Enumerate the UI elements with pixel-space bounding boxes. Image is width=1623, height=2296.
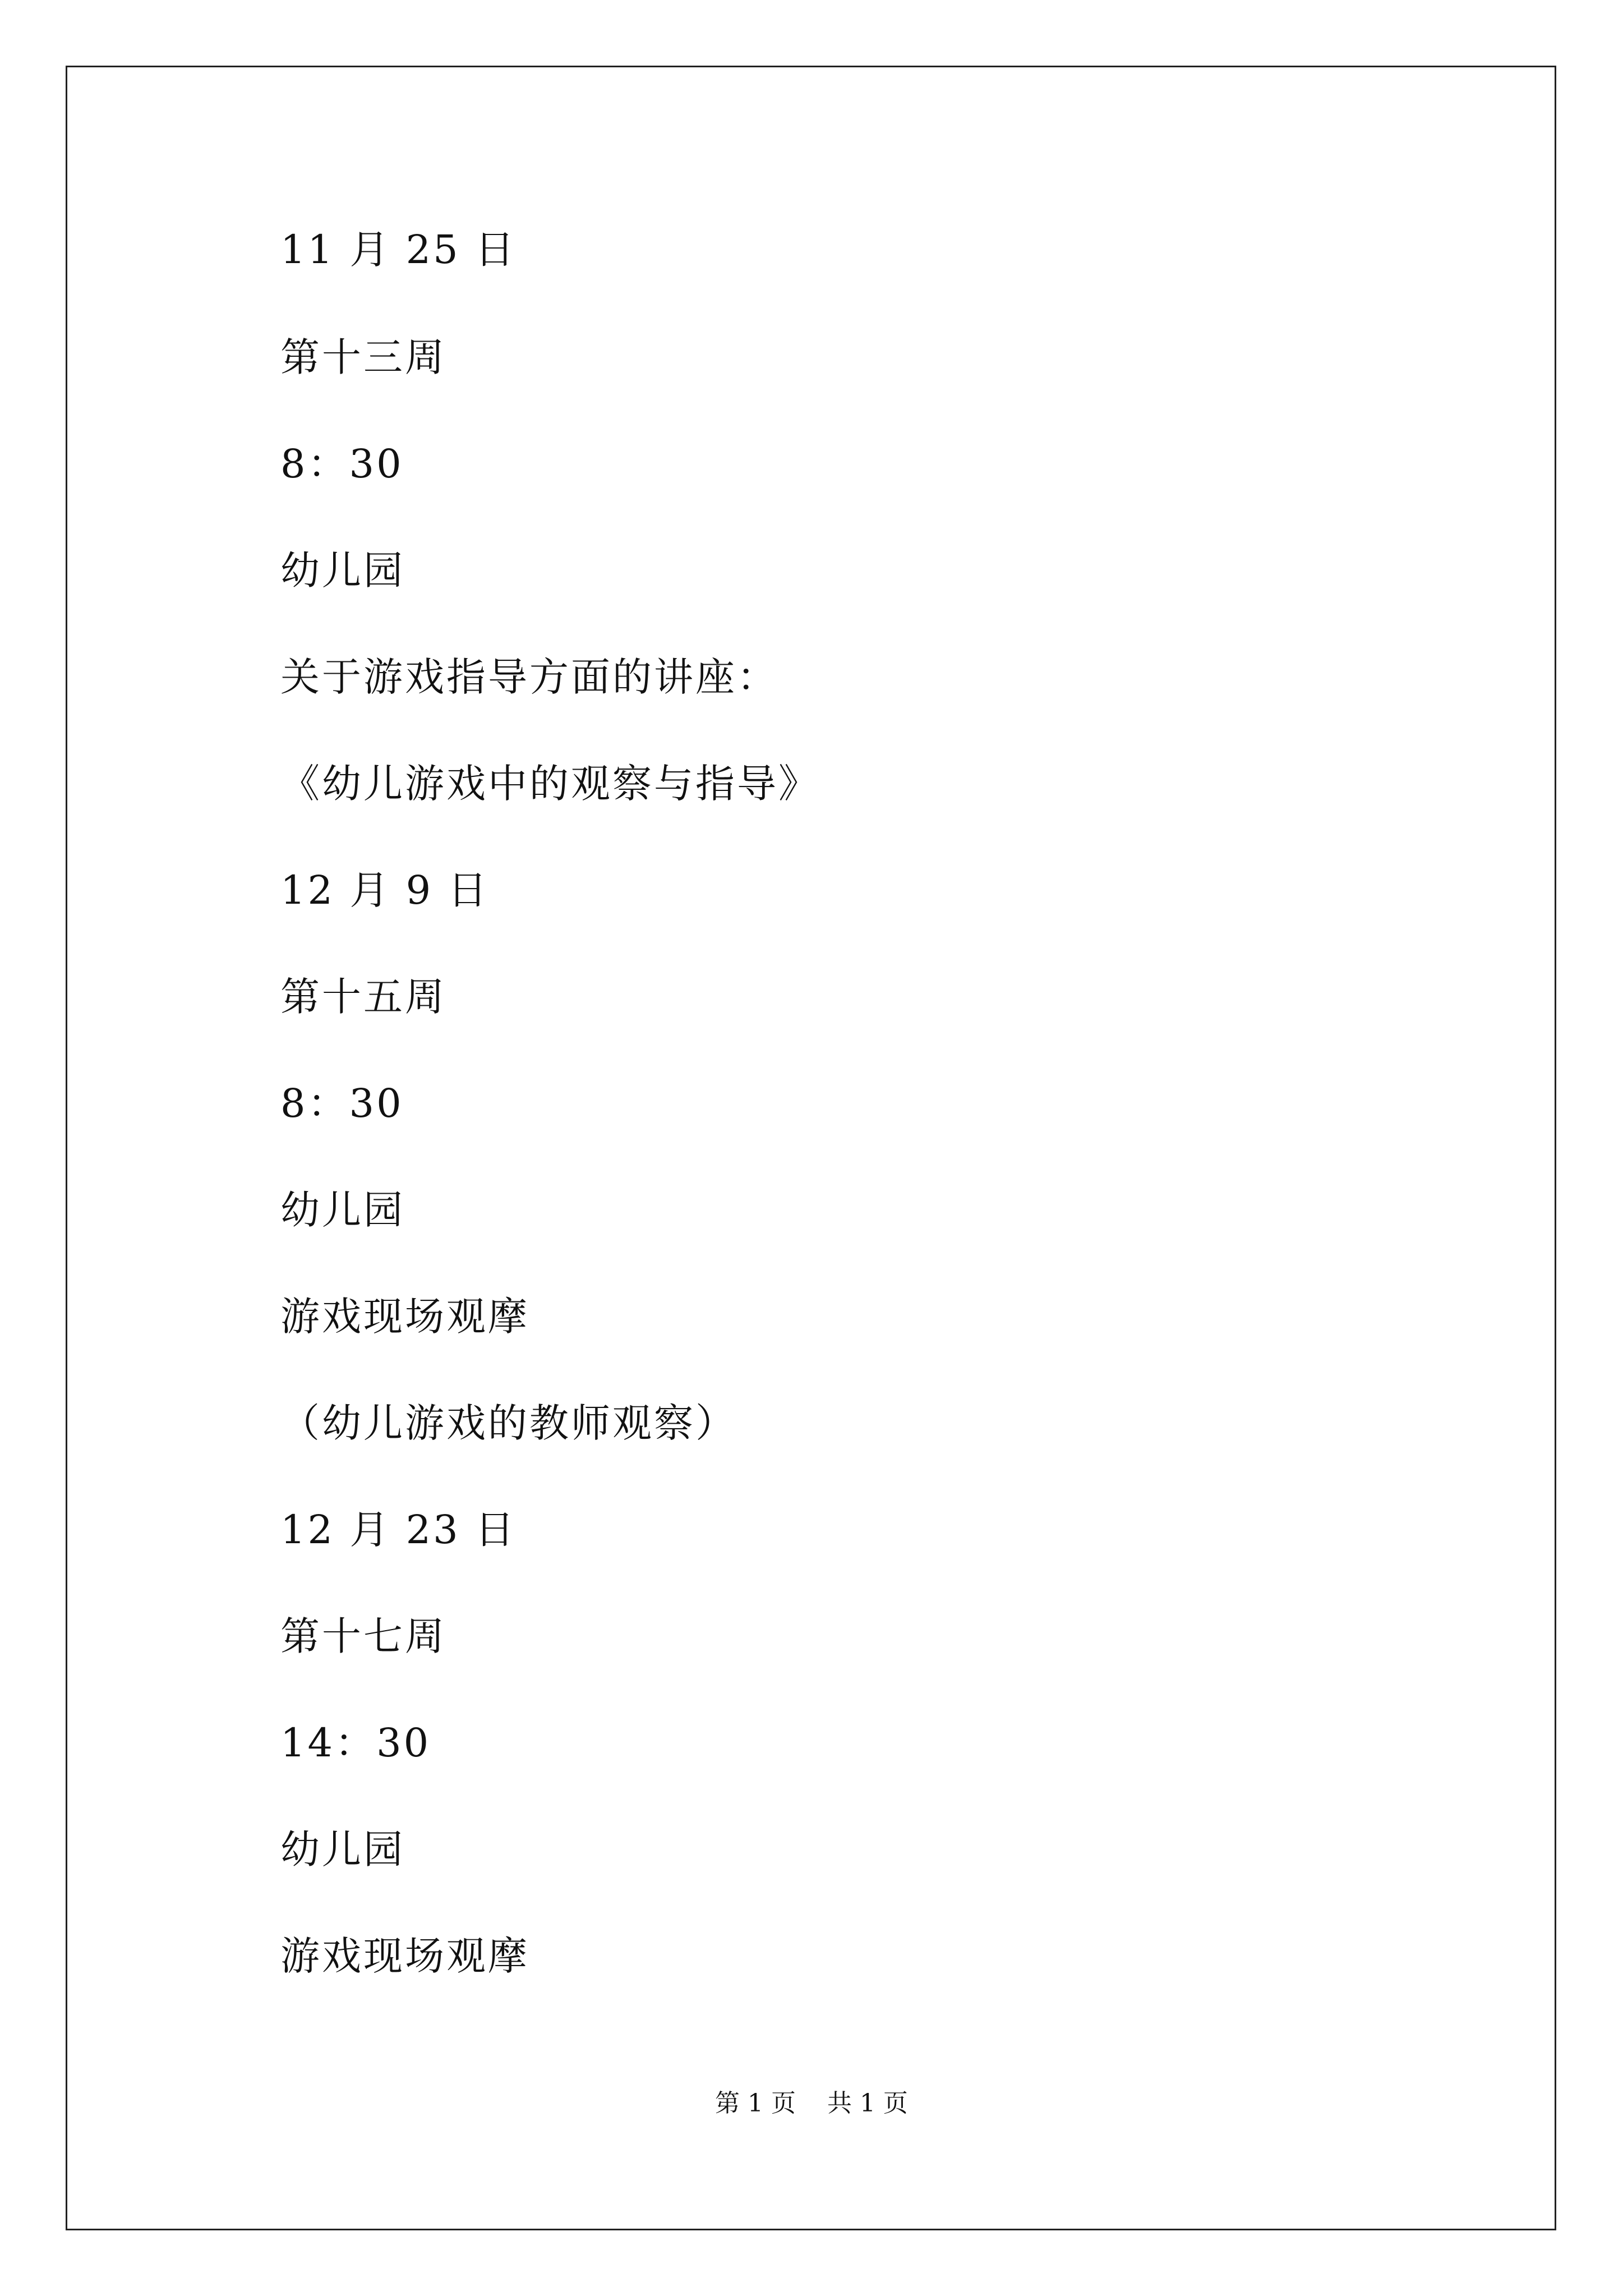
text-line-place-1: 幼儿园: [280, 547, 405, 593]
text-line-time-1: 8：30: [280, 441, 404, 487]
text-line-time-2: 8：30: [280, 1080, 404, 1126]
text-line-activity-2: 游戏现场观摩: [280, 1294, 529, 1340]
text-line-time-3: 14：30: [280, 1720, 431, 1766]
text-line-date-3: 12 月 23 日: [280, 1507, 517, 1553]
text-line-week-3: 第十七周: [280, 1613, 446, 1659]
page-number-footer: 第 1 页 共 1 页: [715, 2089, 908, 2118]
text-line-place-2: 幼儿园: [280, 1187, 405, 1233]
page-border: [66, 66, 1556, 2230]
text-line-week-1: 第十三周: [280, 334, 446, 380]
text-line-activity-3: 游戏现场观摩: [280, 1933, 529, 1979]
text-line-week-2: 第十五周: [280, 974, 446, 1020]
text-line-date-2: 12 月 9 日: [280, 867, 490, 913]
text-line-note-2: （幼儿游戏的教师观察）: [280, 1400, 737, 1446]
text-line-date-1: 11 月 25 日: [280, 227, 517, 273]
text-line-title-1: 《幼儿游戏中的观察与指导》: [280, 761, 820, 807]
text-line-activity-1: 关于游戏指导方面的讲座：: [280, 654, 778, 700]
text-line-place-3: 幼儿园: [280, 1826, 405, 1872]
